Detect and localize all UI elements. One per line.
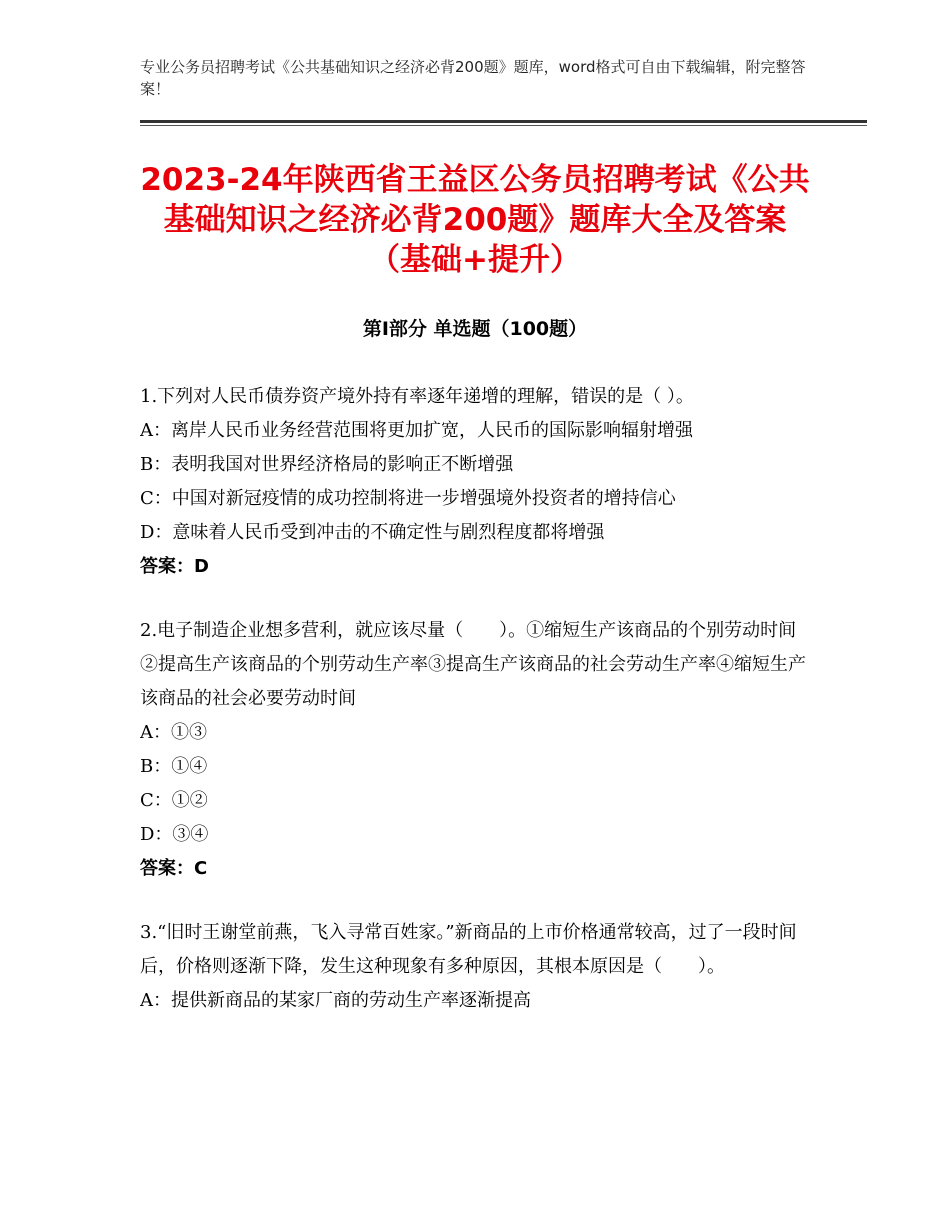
- header-note: 专业公务员招聘考试《公共基础知识之经济必背200题》题库，word格式可自由下载编辑，附完整答案！: [140, 58, 806, 98]
- question-3: [140, 916, 810, 1018]
- option-a: A：①③: [140, 722, 207, 743]
- section-title: 第Ⅰ部分 单选题（100题）: [362, 318, 588, 340]
- option-d: D：③④: [140, 824, 209, 845]
- option-c: C：中国对新冠疫情的成功控制将进一步增强境外投资者的增持信心: [140, 488, 676, 509]
- question-stem: 2.电子制造企业想多营利，就应该尽量（ ）。①缩短生产该商品的个别劳动时间②提高生产该商品的个别劳动生产率③提高生产该商品的社会劳动生产率④缩短生产该商品的社会必要劳动时间: [140, 620, 806, 709]
- document-title: 2023-24年陕西省王益区公务员招聘考试《公共基础知识之经济必背200题》题库大全及答案（基础+提升）: [140, 162, 810, 278]
- question-1: [140, 380, 810, 584]
- question-stem: 1.下列对人民币债券资产境外持有率逐年递增的理解，错误的是（ ）。: [140, 386, 694, 407]
- question-2: [140, 614, 810, 886]
- answer-line: 答案：C: [140, 858, 208, 879]
- option-a: A：离岸人民币业务经营范围将更加扩宽，人民币的国际影响辐射增强: [140, 420, 693, 441]
- answer-line: 答案：D: [140, 556, 209, 577]
- question-stem: 3.“旧时王谢堂前燕，飞入寻常百姓家。”新商品的上市价格通常较高，过了一段时间后，价格则逐渐下降，发生这种现象有多种原因，其根本原因是（ ）。: [140, 922, 797, 977]
- header-divider-thin: [140, 125, 867, 126]
- option-c: C：①②: [140, 790, 208, 811]
- option-d: D：意味着人民币受到冲击的不确定性与剧烈程度都将增强: [140, 522, 605, 543]
- option-a: A：提供新商品的某家厂商的劳动生产率逐渐提高: [140, 990, 531, 1011]
- option-b: B：表明我国对世界经济格局的影响正不断增强: [140, 454, 514, 475]
- option-b: B：①④: [140, 756, 208, 777]
- question-list: [140, 380, 810, 1048]
- header-divider: [140, 120, 867, 123]
